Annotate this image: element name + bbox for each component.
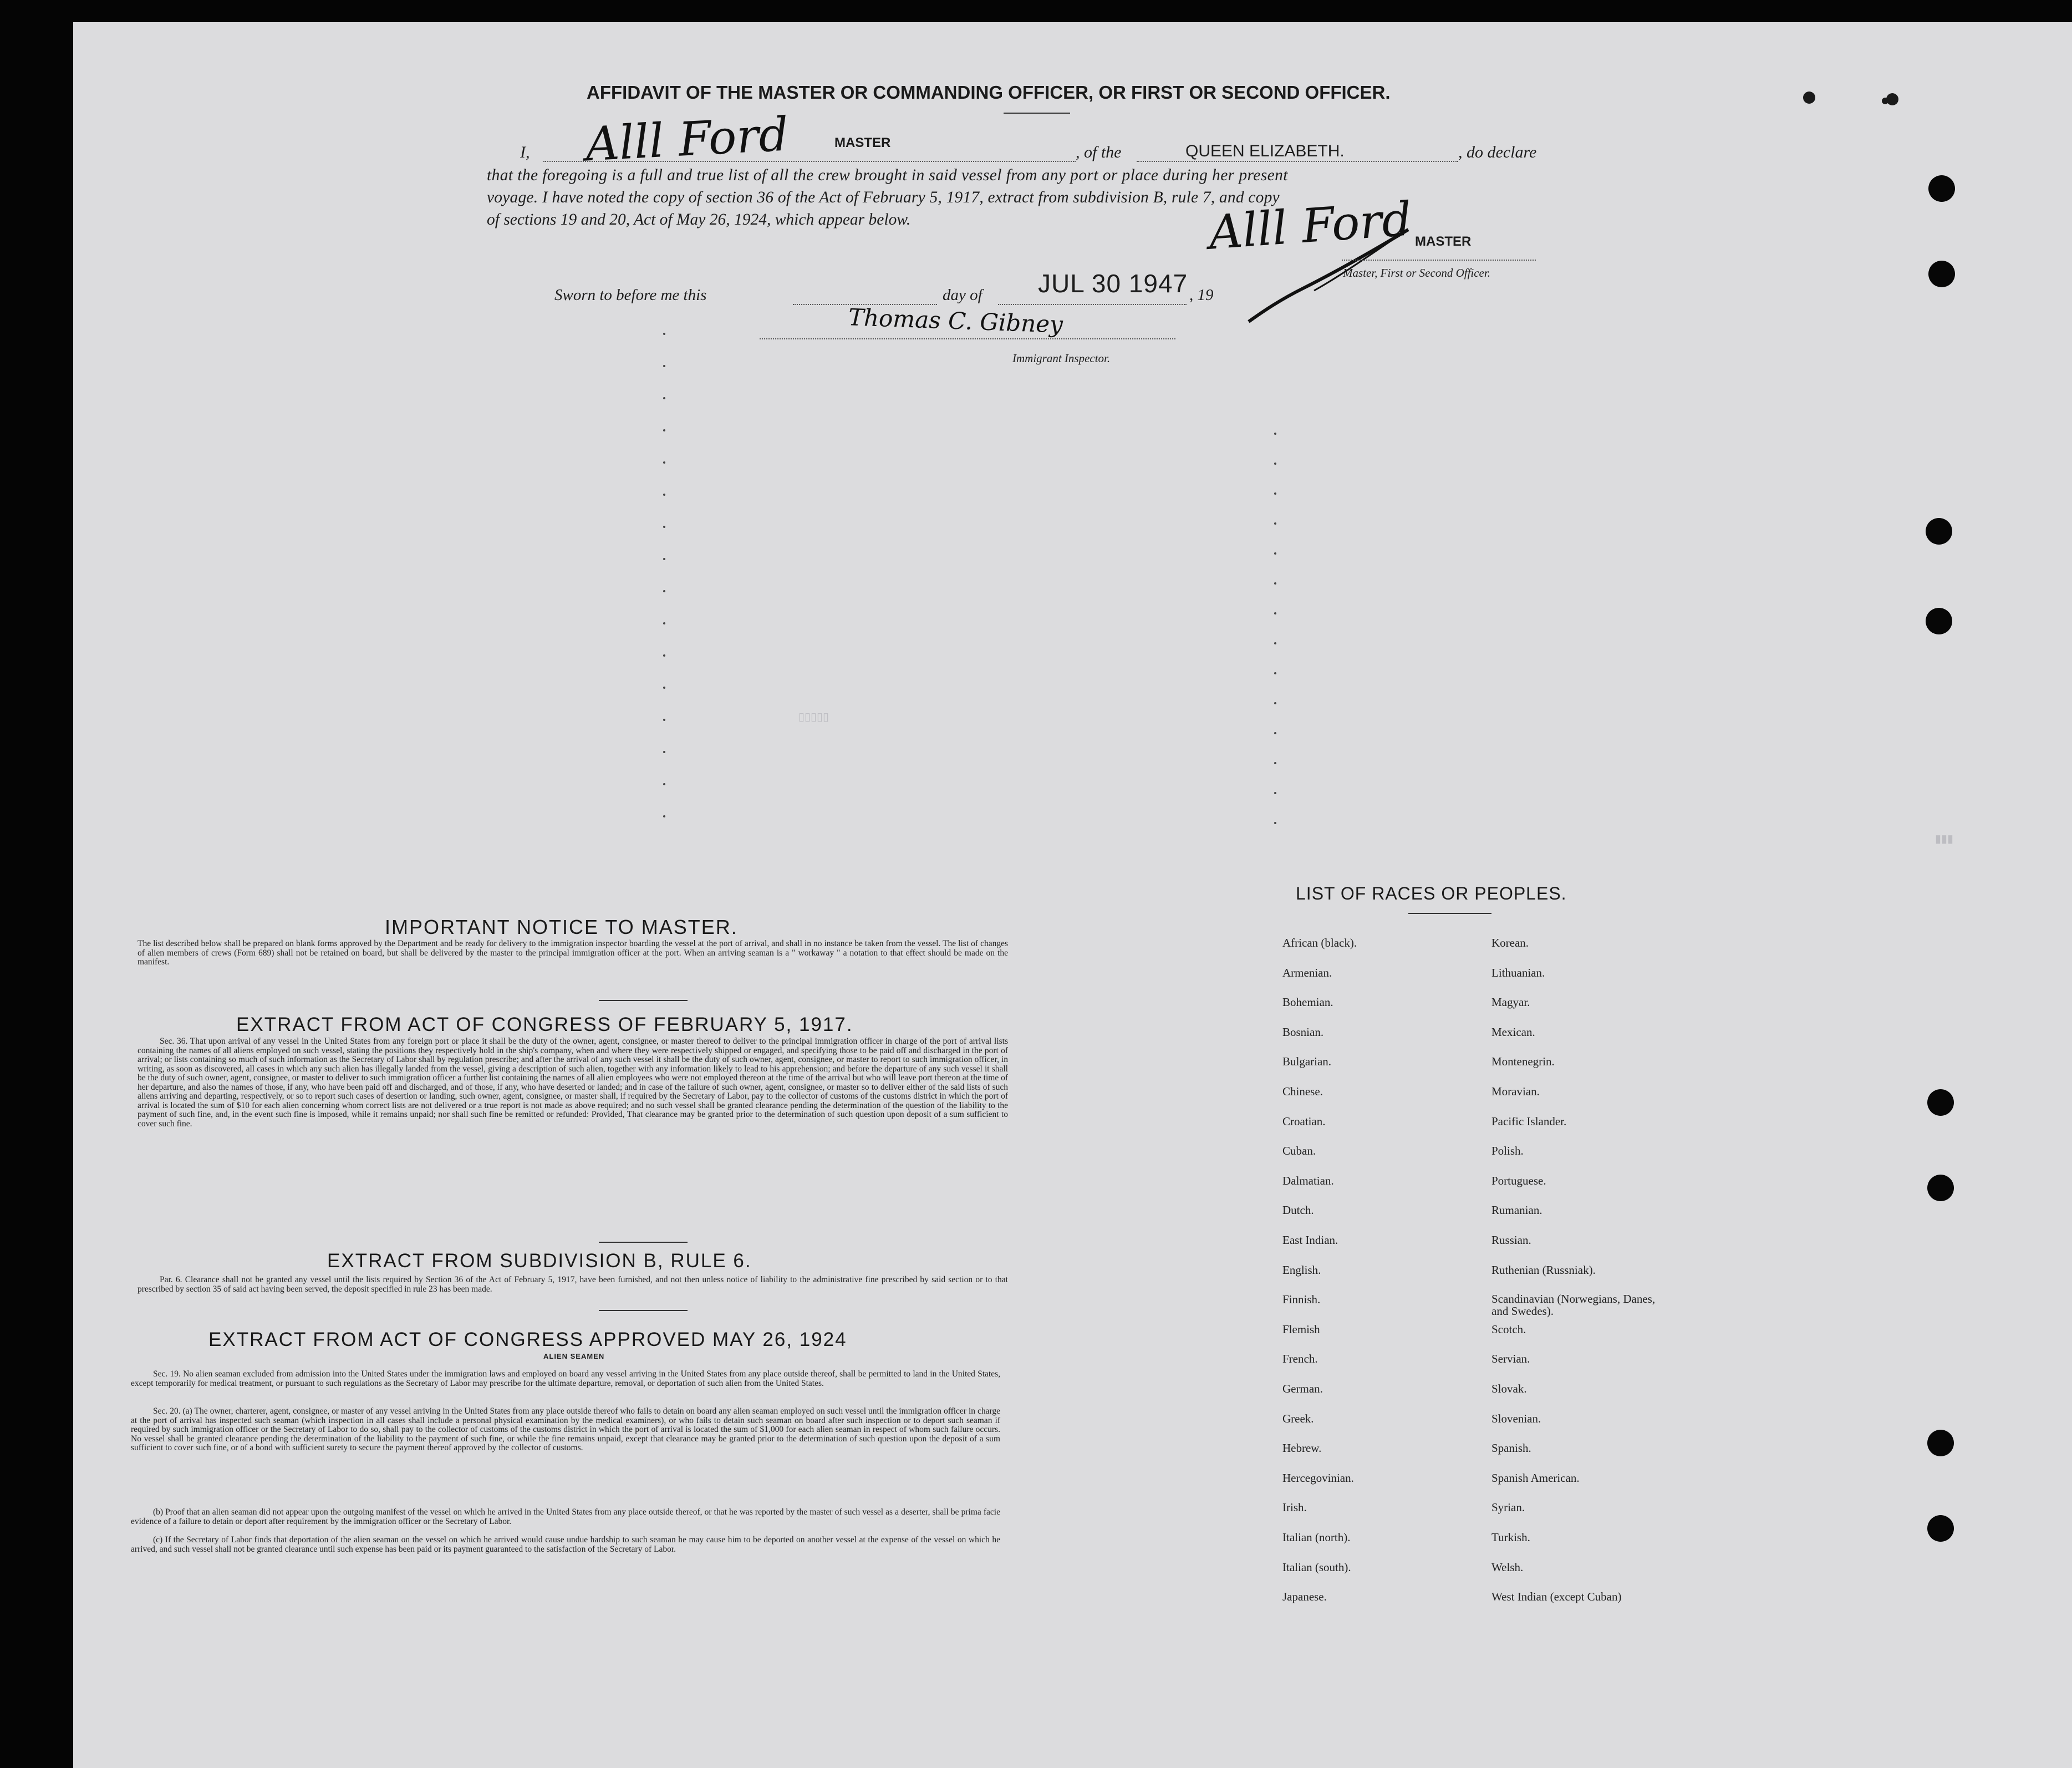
binder-hole — [1926, 608, 1952, 634]
officer-title-stamp: MASTER — [1415, 234, 1472, 249]
name-line — [543, 161, 1076, 162]
subdivision-b-text: Par. 6. Clearance shall not be granted any vessel until the lists required by Section 36 of the Act of February 5, 1917, have been furnished, and not then unless notice of liability to the administrative fine prescribed by said section or to that prescribed by section 35 of said act having been served, the deposit specified in rule 23 has been made. — [138, 1275, 1008, 1294]
ruling-dot — [663, 719, 665, 721]
do-declare-label: , do declare — [1458, 143, 1537, 161]
dust-speck — [1803, 92, 1815, 104]
ruling-dot — [1274, 702, 1276, 704]
ruling-dot — [1274, 762, 1276, 764]
ruling-dot — [1274, 732, 1276, 734]
race-item: Polish. — [1491, 1144, 1524, 1158]
ruling-dot — [663, 590, 665, 592]
races-heading: LIST OF RACES OR PEOPLES. — [1296, 883, 1567, 903]
inspector-signature: Thomas C. Gibney — [848, 303, 1063, 338]
race-item: Russian. — [1491, 1233, 1531, 1247]
race-item: Scotch. — [1491, 1322, 1526, 1336]
sworn-label: Sworn to before me this — [554, 286, 707, 304]
bleed-through-mark: ▯▯▯▯▯ — [798, 711, 829, 723]
race-item: Japanese. — [1282, 1590, 1327, 1604]
notice-text: The list described below shall be prepared on blank forms approved by the Department and be ready for delivery to the immigration inspector boarding the vessel at the port of arrival, and shall in no instance be taken from the vessel. The list of changes of alien members of crews (Form 689) shall not be retained on board, but shall be delivered by the master to the principal immigration officer at the port. When an arriving seaman is a " workaway " a notation to that effect should be made on the manifest. — [138, 939, 1008, 967]
race-item: Hercegovinian. — [1282, 1471, 1354, 1485]
binder-hole — [1927, 1089, 1954, 1116]
race-item: West Indian (except Cuban) — [1491, 1590, 1622, 1604]
race-item: Portuguese. — [1491, 1173, 1546, 1187]
race-item: East Indian. — [1282, 1233, 1338, 1247]
ruling-dot — [1274, 612, 1276, 614]
ruling-dot — [1274, 463, 1276, 465]
race-item: Bohemian. — [1282, 995, 1333, 1009]
ruling-dot — [663, 751, 665, 753]
race-item: Spanish. — [1491, 1441, 1531, 1455]
race-item: Spanish American. — [1491, 1471, 1580, 1485]
race-item: Slovenian. — [1491, 1411, 1541, 1425]
ruling-dot — [1274, 792, 1276, 794]
race-item: Italian (south). — [1282, 1560, 1351, 1574]
race-item: Italian (north). — [1282, 1531, 1351, 1544]
alien-seamen-subheading: ALIEN SEAMEN — [543, 1352, 605, 1360]
date-stamp: JUL 30 1947 — [1038, 269, 1188, 298]
race-item: Armenian. — [1282, 966, 1332, 979]
date-line — [998, 304, 1187, 305]
race-item: Korean. — [1491, 936, 1529, 949]
ruling-dot — [1274, 582, 1276, 585]
race-item: Montenegrin. — [1491, 1055, 1555, 1069]
ruling-dot — [1274, 552, 1276, 555]
race-item: Syrian. — [1491, 1501, 1525, 1515]
extract-1917-heading: EXTRACT FROM ACT OF CONGRESS OF FEBRUARY 5, 1917. — [236, 1014, 853, 1035]
vessel-line — [1137, 161, 1458, 162]
affidavit-text-line-3: voyage. I have noted the copy of section 36 of the Act of February 5, 1917, extract from subdivision B, rule 7, and copy — [487, 189, 1280, 206]
race-item: Servian. — [1491, 1352, 1530, 1366]
ruling-dot — [1274, 522, 1276, 525]
race-item: Moravian. — [1491, 1085, 1540, 1098]
race-item: French. — [1282, 1352, 1318, 1366]
race-item: Slovak. — [1491, 1382, 1527, 1395]
race-item: Irish. — [1282, 1501, 1307, 1515]
ruling-dot — [663, 654, 665, 657]
race-item: English. — [1282, 1263, 1321, 1277]
notice-rule — [599, 1000, 688, 1001]
affidavit-text-line-2: that the foregoing is a full and true list of all the crew brought in said vessel from any port or place during her present — [487, 166, 1288, 184]
race-item: Finnish. — [1282, 1293, 1321, 1307]
extract-1917-text: Sec. 36. That upon arrival of any vessel in the United States from any foreign port or place it shall be the duty of the owner, agent, consignee, or master thereof to deliver to the principal immigration officer in charge of the port of arrival lists containing the names of all aliens employed on such vessel, stating the positions they respectively hold in the ship's company, when and where they were respectively shipped or engaged, and specifying those to be paid off and discharged in the port of arrival; or lists containing so much of such information as the Secretary of Labor shall by regulation prescribe; and after the arrival of any such vessel it shall be the duty of such owner, agent, consignee, or master to report to such immigration officer, in writing, as soon as discovered, all cases in which any such alien has illegally landed from the vessel, giving a description of such alien, together with any information likely to lead to his apprehension; and before the departure of any such vessel it shall be the duty of such owner, agent, consignee, or master to deliver to such immigration officer a further list containing the names of all alien employees who were not employed thereon at the time of the arrival but who will leave port thereon at the time of her departure, and also the names of those, if any, who have been paid off and discharged, and of those, if any, who have deserted or landed; and in case of the failure of such owner, agent, consignee, or master so to deliver either of the said lists of such aliens arriving and departing, respectively, or so to report such cases of desertion or landing, such owner, agent, consignee, or master shall, if required by the Secretary of Labor, pay to the collector of customs of the customs district in which the port of arrival is located the sum of $10 for each alien concerning whom correct lists are not delivered or a true report is not made as above required; and no such vessel shall be granted clearance pending the determination of the question of the liability to the payment of such fine, and, in the event such fine is imposed, while it remains unpaid; nor shall such fine be remitted or refunded: Provided, That clearance may be granted prior to the determination of such question upon deposit of a sum sufficient to cover such fine. — [138, 1037, 1008, 1129]
race-item: German. — [1282, 1382, 1323, 1395]
ruling-dot — [663, 687, 665, 689]
race-item: Bosnian. — [1282, 1025, 1324, 1039]
ruling-dot — [663, 397, 665, 399]
race-item: Croatian. — [1282, 1114, 1326, 1128]
race-item: Cuban. — [1282, 1144, 1316, 1158]
ruling-dot — [663, 815, 665, 817]
race-item: Rumanian. — [1491, 1203, 1542, 1217]
ruling-dot — [663, 558, 665, 560]
binder-hole — [1927, 1515, 1954, 1542]
race-item: Scandinavian (Norwegians, Danes, and Swedes). — [1491, 1292, 1656, 1318]
race-item: Dalmatian. — [1282, 1173, 1334, 1187]
race-item: Greek. — [1282, 1411, 1314, 1425]
race-item: Dutch. — [1282, 1203, 1314, 1217]
ruling-dot — [663, 622, 665, 624]
race-item: Lithuanian. — [1491, 966, 1545, 979]
vessel-name: QUEEN ELIZABETH. — [1185, 142, 1345, 160]
subdivision-b-heading: EXTRACT FROM SUBDIVISION B, RULE 6. — [327, 1250, 752, 1272]
extract-1924-sec20c: (c) If the Secretary of Labor finds that deportation of the alien seaman on the vessel on which he arrived would cause undue hardship to such seaman he may cause him to be deported on another vessel at the expense of the vessel on which he arrived, and such vessel shall not be granted clearance until such expense has been paid or its payment guaranteed to the satisfaction of the Secretary of Labor. — [131, 1535, 1000, 1554]
race-item: Flemish — [1282, 1322, 1320, 1336]
ruling-dot — [1274, 642, 1276, 644]
day-of-label: day of — [943, 286, 982, 304]
race-item: Mexican. — [1491, 1025, 1535, 1039]
dust-speck — [1882, 98, 1888, 104]
race-item: African (black). — [1282, 936, 1357, 949]
race-item: Pacific Islander. — [1491, 1114, 1567, 1128]
race-item: Turkish. — [1491, 1531, 1530, 1544]
races-rule — [1408, 913, 1491, 914]
ruling-dot — [1274, 492, 1276, 495]
ruling-dot — [663, 526, 665, 528]
inspector-caption: Immigrant Inspector. — [1012, 352, 1111, 365]
race-item: Bulgarian. — [1282, 1055, 1332, 1069]
subdivision-b-rule — [599, 1310, 688, 1311]
bleed-through-mark: ▮▮▮ — [1935, 833, 1954, 845]
officer-caption: Master, First or Second Officer. — [1343, 266, 1490, 280]
inspector-line — [760, 338, 1175, 339]
ruling-dot — [1274, 672, 1276, 674]
notice-heading: IMPORTANT NOTICE TO MASTER. — [385, 916, 738, 938]
title-underline — [1004, 113, 1070, 114]
extract-1924-sec20b: (b) Proof that an alien seaman did not appear upon the outgoing manifest of the vessel on which he arrived in the United States from any place outside thereof, or that he was reported by the master of such vessel as a deserter, shall be prima facie evidence of a failure to detain or deport after requirement by the immigration officer or the Secretary of Labor. — [131, 1507, 1000, 1526]
extract-1917-rule — [599, 1242, 688, 1243]
officer-signature: Alll Ford — [1207, 191, 1414, 260]
race-item: Chinese. — [1282, 1085, 1323, 1098]
affidavit-text-line-4: of sections 19 and 20, Act of May 26, 1924, which appear below. — [487, 211, 911, 228]
ruling-dot — [663, 365, 665, 367]
ruling-dot — [663, 783, 665, 785]
ruling-dot — [663, 461, 665, 464]
ruling-dot — [1274, 822, 1276, 824]
year-label: , 19 — [1189, 286, 1214, 304]
binder-hole — [1926, 518, 1952, 545]
binder-hole — [1928, 261, 1955, 287]
extract-1924-sec20a: Sec. 20. (a) The owner, charterer, agent, consignee, or master of any vessel arriving in the United States from any place outside thereof who fails to detain on board any alien seaman employed on such vessel until the immigration officer in charge at the port of arrival has inspected such seaman (which inspection in all cases shall include a personal physical examination by the medical examiners), or who fails to detain such seaman on board after such inspection or to deport such seaman if required by such immigration officer or the Secretary of Labor to do so, shall pay to the collector of customs of the customs district in which the port of arrival is located the sum of $1,000 for each alien seaman in respect of whom such failure occurs. No vessel shall be granted clearance pending the determination of the liability to the payment of such fine, or while the fine remains unpaid, except that clearance may be granted prior to the determination of such question upon the deposit of a sum sufficient to cover such fine, or of a bond with sufficient surety to secure the payment thereof approved by the collector of customs. — [131, 1406, 1000, 1452]
affidavit-i-label: I, — [520, 143, 530, 161]
binder-hole — [1928, 175, 1955, 202]
binder-hole — [1927, 1430, 1954, 1456]
of-the-label: , of the — [1076, 143, 1122, 161]
extract-1924-sec19: Sec. 19. No alien seaman excluded from admission into the United States under the immigration laws and employed on board any vessel arriving in the United States from any place outside thereof, shall be permitted to land in the United States, except temporarily for medical treatment, or pursuant to such regulations as the Secretary of Labor may prescribe for the ultimate departure, removal, or deportation of such alien from the United States. — [131, 1369, 1000, 1388]
officer-line — [1342, 260, 1536, 261]
race-item: Magyar. — [1491, 995, 1530, 1009]
binder-hole — [1927, 1175, 1954, 1201]
master-stamp: MASTER — [834, 135, 891, 150]
ruling-dot — [663, 429, 665, 431]
ruling-dot — [1274, 433, 1276, 435]
ruling-dot — [663, 494, 665, 496]
race-item: Ruthenian (Russniak). — [1491, 1263, 1596, 1277]
affidavit-title: AFFIDAVIT OF THE MASTER OR COMMANDING OFFICER, OR FIRST OR SECOND OFFICER. — [587, 82, 1391, 103]
extract-1924-heading: EXTRACT FROM ACT OF CONGRESS APPROVED MAY 26, 1924 — [208, 1329, 847, 1350]
race-item: Hebrew. — [1282, 1441, 1322, 1455]
race-item: Welsh. — [1491, 1560, 1524, 1574]
master-signature: Alll Ford — [584, 106, 790, 172]
ruling-dot — [663, 333, 665, 335]
